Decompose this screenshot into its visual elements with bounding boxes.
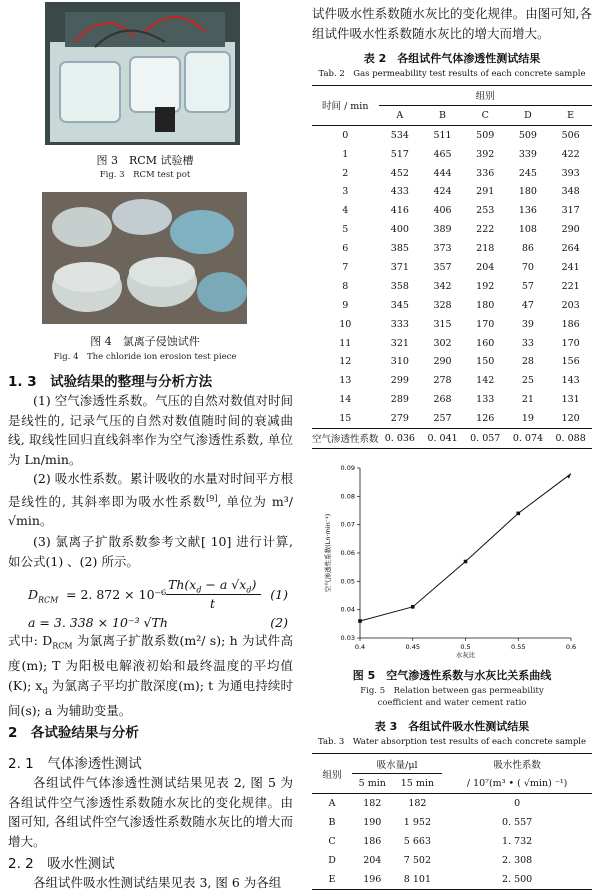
table-cell: 279 bbox=[390, 413, 409, 425]
table-cell: 534 bbox=[390, 129, 409, 141]
eq2-number: (2) bbox=[270, 615, 288, 630]
table-cell: 19 bbox=[521, 413, 534, 425]
eq1-denominator: t bbox=[210, 596, 216, 611]
table-row bbox=[312, 164, 592, 183]
table-cell: 7 502 bbox=[403, 855, 431, 866]
table-cell: E bbox=[328, 874, 336, 885]
table3-col-5min: 5 min bbox=[358, 778, 386, 789]
table2-col-E: E bbox=[567, 109, 575, 121]
table-cell: 203 bbox=[561, 299, 580, 311]
table-cell: A bbox=[328, 798, 336, 809]
table-cell: 268 bbox=[433, 394, 452, 406]
table-cell: 257 bbox=[433, 413, 452, 425]
table-cell: 156 bbox=[561, 356, 580, 368]
table2 bbox=[312, 85, 592, 449]
table-cell: 245 bbox=[518, 167, 537, 179]
table-cell: 333 bbox=[390, 318, 409, 330]
reference-9: [9] bbox=[206, 493, 218, 503]
table3-title-en: Tab. 3 Water absorption test results of each concrete sample bbox=[317, 737, 587, 747]
table-cell: 133 bbox=[476, 394, 495, 406]
table2-row-header: 时间 / min bbox=[322, 101, 369, 113]
section-2-heading: 2 各试验结果与分析 bbox=[8, 725, 139, 741]
eq1-number: (1) bbox=[270, 587, 288, 602]
table-cell: 180 bbox=[518, 186, 537, 198]
table-cell: 506 bbox=[561, 129, 580, 141]
table-cell: 21 bbox=[521, 394, 534, 406]
table-cell: 4 bbox=[342, 205, 349, 217]
x-tick-label: 0.6 bbox=[565, 643, 577, 651]
table-cell: 416 bbox=[390, 205, 409, 217]
table-row bbox=[312, 145, 592, 164]
table-row bbox=[312, 334, 592, 353]
table-cell: 389 bbox=[433, 224, 452, 236]
table-cell: 400 bbox=[390, 224, 409, 236]
table-cell: 328 bbox=[433, 299, 452, 311]
table-cell: 218 bbox=[476, 243, 495, 255]
table-cell: 86 bbox=[521, 243, 534, 255]
table-cell: 0. 036 bbox=[384, 432, 415, 444]
x-tick-label: 0.4 bbox=[354, 643, 366, 651]
table-cell: 321 bbox=[390, 337, 409, 349]
eq1-num-end: ) bbox=[251, 577, 257, 592]
table-cell: C bbox=[328, 836, 336, 847]
table-cell: D bbox=[328, 855, 336, 866]
table-cell: 204 bbox=[363, 855, 382, 866]
table-cell: 315 bbox=[433, 318, 452, 330]
table3-col-15min: 15 min bbox=[400, 778, 435, 789]
table-row bbox=[312, 296, 592, 315]
table-cell: 131 bbox=[561, 394, 580, 406]
table-cell: 120 bbox=[561, 413, 580, 425]
table2-col-C: C bbox=[481, 109, 489, 121]
table-cell: 47 bbox=[521, 299, 534, 311]
table2-col-B: B bbox=[439, 109, 447, 121]
table3 bbox=[312, 753, 592, 890]
p2-text-b: , 单位为 m³/ √min。 bbox=[8, 493, 293, 529]
top-right-paragraph: 试件吸水性系数随水灰比的变化规律。由图可知,各组试件吸水性系数随水灰比的增大而增大。 bbox=[312, 6, 592, 41]
table-cell: 5 663 bbox=[403, 836, 431, 847]
table-row bbox=[312, 201, 592, 220]
table-cell: 136 bbox=[518, 205, 537, 217]
table-cell: 336 bbox=[476, 167, 495, 179]
table-cell: 289 bbox=[390, 394, 409, 406]
table-cell: 11 bbox=[339, 337, 352, 349]
table-cell: 28 bbox=[521, 356, 534, 368]
p4-text-a: 式中: D bbox=[8, 633, 53, 648]
table-cell: 180 bbox=[476, 299, 495, 311]
y-tick-label: 0.08 bbox=[340, 492, 355, 501]
fig5-caption-en-2: coefficient and water cement ratio bbox=[377, 698, 527, 708]
table-cell: 511 bbox=[433, 129, 452, 141]
table-cell: 150 bbox=[476, 356, 495, 368]
p4-text-c: 为氯离子平均扩散深度(m); t 为通电持续时间(s); a 为辅助变量。 bbox=[8, 677, 294, 718]
table-cell: 278 bbox=[433, 375, 452, 387]
table-cell: 10 bbox=[339, 318, 352, 330]
table-row bbox=[312, 813, 592, 832]
table-cell: 9 bbox=[342, 299, 349, 311]
chloride-erosion-specimen-photo bbox=[42, 192, 247, 324]
table-cell: 170 bbox=[476, 318, 495, 330]
table-cell: 221 bbox=[561, 280, 580, 292]
table-cell: 291 bbox=[476, 186, 495, 198]
table-row bbox=[312, 239, 592, 258]
section-1-3-p1: (1) 空气渗透性系数。气压的自然对数值对时间是线性的, 记录气压的自然对数值随时间的衰减曲线, 取线性回归直线斜率作为空气渗透性系数, 单位为 Ln/min。 bbox=[8, 393, 293, 467]
table-cell: 371 bbox=[390, 261, 409, 273]
table-cell: 444 bbox=[433, 167, 452, 179]
table-cell: 222 bbox=[476, 224, 495, 236]
table-cell: 204 bbox=[476, 261, 495, 273]
table-cell: 241 bbox=[561, 261, 580, 273]
series-point bbox=[464, 560, 468, 564]
table-cell: 317 bbox=[561, 205, 580, 217]
y-tick-label: 0.06 bbox=[340, 549, 355, 557]
table-cell: 8 bbox=[342, 280, 349, 292]
table-cell: 142 bbox=[476, 375, 495, 387]
table-cell: 385 bbox=[390, 243, 409, 255]
equation-1 bbox=[28, 579, 293, 613]
table-cell: 0. 041 bbox=[427, 432, 458, 444]
table-row bbox=[312, 125, 592, 144]
table-cell: 160 bbox=[476, 337, 495, 349]
table-cell: 393 bbox=[561, 167, 580, 179]
table-cell: 1 bbox=[342, 148, 349, 160]
table-cell: 7 bbox=[342, 261, 349, 273]
table-cell: 2. 500 bbox=[501, 874, 533, 885]
table-cell: 192 bbox=[476, 280, 495, 292]
table-cell: 2. 308 bbox=[501, 855, 533, 866]
table-cell: 8 101 bbox=[403, 874, 431, 885]
table-cell: 348 bbox=[561, 186, 580, 198]
section-2-2-heading: 2. 2 吸水性测试 bbox=[8, 856, 115, 872]
table-cell: 0. 088 bbox=[555, 432, 586, 444]
table-row bbox=[312, 870, 592, 890]
section-1-3-p4 bbox=[8, 631, 293, 720]
table-cell: 0. 057 bbox=[470, 432, 501, 444]
x-axis-label: 水灰比 bbox=[455, 651, 476, 658]
table-cell: 345 bbox=[390, 299, 409, 311]
table-cell: 39 bbox=[521, 318, 534, 330]
table3-col-coef-unit: / 10⁷(m³ • ( √min) ⁻¹) bbox=[466, 777, 568, 789]
eq1-num-sub2: d bbox=[246, 585, 252, 595]
table-row bbox=[312, 832, 592, 851]
eq2-body: a = 3. 338 × 10⁻³ √Th bbox=[28, 615, 168, 630]
table-cell: 190 bbox=[363, 817, 382, 828]
table-cell: 3 bbox=[342, 186, 349, 198]
table-cell: 0 bbox=[342, 129, 349, 141]
table-row bbox=[312, 277, 592, 296]
section-2-2-p: 各组试件吸水性测试结果见表 3, 图 6 为各组 bbox=[33, 875, 282, 890]
table-cell: 13 bbox=[339, 375, 352, 387]
table-row bbox=[312, 315, 592, 334]
y-tick-label: 0.03 bbox=[340, 634, 355, 642]
series-point bbox=[411, 605, 415, 609]
eq1-num-sub: d bbox=[196, 585, 202, 595]
table-cell: 33 bbox=[521, 337, 534, 349]
table-cell: 357 bbox=[433, 261, 452, 273]
p4-sub2: d bbox=[42, 686, 48, 695]
table2-col-D: D bbox=[524, 109, 532, 121]
table-row bbox=[312, 352, 592, 371]
table-cell: 299 bbox=[390, 375, 409, 387]
table-row bbox=[312, 220, 592, 239]
table2-footer-row bbox=[312, 429, 592, 449]
eq1-num: Th(x bbox=[168, 577, 197, 592]
table-row bbox=[312, 409, 592, 428]
table-cell: 373 bbox=[433, 243, 452, 255]
table-cell: 70 bbox=[521, 261, 534, 273]
table-cell: 509 bbox=[518, 129, 537, 141]
fig4-caption-cn: 图 4 氯离子侵蚀试件 bbox=[90, 335, 200, 348]
section-1-3-p3: (3) 氯离子扩散系数参考文献[ 10] 进行计算, 如公式(1) 、(2) 所示。 bbox=[8, 534, 293, 569]
section-1-3-heading: 1. 3 试验结果的整理与分析方法 bbox=[8, 374, 213, 390]
p2-text-a: (2) 吸水性系数。累计吸收的水量对时间平方根是线性的, 其斜率即为吸水性系数 bbox=[8, 471, 293, 509]
table-cell: 143 bbox=[561, 375, 580, 387]
table-row bbox=[312, 371, 592, 390]
table-cell: 342 bbox=[433, 280, 452, 292]
table-cell: 182 bbox=[363, 798, 382, 809]
y-tick-label: 0.05 bbox=[340, 577, 355, 586]
fig3-caption-en: Fig. 3 RCM test pot bbox=[99, 170, 191, 180]
table-cell: 1 952 bbox=[403, 817, 431, 828]
table-cell: 302 bbox=[433, 337, 452, 349]
fig3-caption-cn: 图 3 RCM 试验槽 bbox=[96, 154, 194, 167]
y-tick-label: 0.09 bbox=[340, 464, 355, 472]
table-cell: B bbox=[328, 817, 336, 828]
table3-col-water: 吸水量/μl bbox=[352, 754, 442, 774]
table-cell: 0 bbox=[514, 798, 521, 809]
table-cell: 2 bbox=[342, 167, 349, 179]
table-cell: 422 bbox=[561, 148, 580, 160]
series-line bbox=[360, 474, 571, 621]
fig5-caption-en-1: Fig. 5 Relation between gas permeability bbox=[360, 686, 544, 696]
table2-title-cn: 表 2 各组试件气体渗透性测试结果 bbox=[363, 52, 541, 65]
table-row bbox=[312, 794, 592, 814]
table-cell: 15 bbox=[339, 413, 352, 425]
y-tick-label: 0.07 bbox=[340, 520, 355, 529]
table3-col-coef: 吸水性系数 bbox=[493, 759, 541, 771]
table2-title-en: Tab. 2 Gas permeability test results of each concrete sample bbox=[318, 69, 586, 79]
table-cell: 264 bbox=[561, 243, 580, 255]
table-cell: 25 bbox=[521, 375, 534, 387]
table-cell: 424 bbox=[433, 186, 452, 198]
p4-sub: RCM bbox=[52, 641, 73, 651]
table-cell: 0. 074 bbox=[512, 432, 544, 444]
table-cell: 465 bbox=[433, 148, 452, 160]
table-cell: 339 bbox=[518, 148, 537, 160]
table2-col-A: A bbox=[396, 109, 404, 121]
table-row bbox=[312, 258, 592, 277]
table-cell: 12 bbox=[339, 356, 352, 368]
table-cell: 108 bbox=[518, 224, 537, 236]
table-cell: 290 bbox=[561, 224, 580, 236]
table-cell: 517 bbox=[390, 148, 409, 160]
fig5-line-chart bbox=[316, 458, 586, 658]
section-1-3-p2 bbox=[8, 469, 293, 531]
table-cell: 433 bbox=[390, 186, 409, 198]
table-cell: 452 bbox=[390, 167, 409, 179]
eq1-coefficient: = 2. 872 × 10⁻⁶ bbox=[66, 587, 167, 602]
section-2-1-p: 各组试件气体渗透性测试结果见表 2, 图 5 为各组试件空气渗透性系数随水灰比的变化规律。由图可知, 各组试件空气渗透性系数随水灰比的增大而增大。 bbox=[8, 775, 293, 849]
eq1-lhs-sub: RCM bbox=[38, 595, 59, 605]
rcm-test-pot-photo bbox=[45, 2, 240, 145]
table2-group-header: 组别 bbox=[379, 86, 592, 106]
fig4-caption-en: Fig. 4 The chloride ion erosion test piece bbox=[53, 352, 237, 362]
fig5-caption-cn: 图 5 空气渗透性系数与水灰比关系曲线 bbox=[352, 669, 552, 682]
table-cell: 186 bbox=[561, 318, 580, 330]
x-tick-label: 0.55 bbox=[511, 643, 526, 651]
series-point bbox=[516, 512, 520, 516]
series-point bbox=[358, 619, 362, 623]
table-cell: 126 bbox=[476, 413, 495, 425]
table-row bbox=[312, 851, 592, 870]
table-cell: 392 bbox=[476, 148, 495, 160]
table-cell: 0. 557 bbox=[501, 817, 533, 828]
table-cell: 310 bbox=[390, 356, 409, 368]
eq1-fraction-bar bbox=[166, 594, 261, 595]
table-cell: 406 bbox=[433, 205, 452, 217]
table-cell: 186 bbox=[363, 836, 382, 847]
table2-footer-label: 空气渗透性系数 bbox=[312, 434, 379, 446]
x-tick-label: 0.45 bbox=[405, 643, 420, 651]
y-axis-label: 空气渗透性系数(Ln·min⁻¹) bbox=[324, 513, 332, 593]
table-cell: 358 bbox=[390, 280, 409, 292]
table-cell: 182 bbox=[408, 798, 427, 809]
table-cell: 253 bbox=[476, 205, 495, 217]
table3-title-cn: 表 3 各组试件吸水性测试结果 bbox=[374, 720, 530, 733]
section-2-1-heading: 2. 1 气体渗透性测试 bbox=[8, 756, 142, 772]
table-cell: 57 bbox=[521, 280, 534, 292]
eq1-num-mid: − a √x bbox=[201, 577, 247, 592]
p4-text-b: 为氯离子扩散系数(m²/ s); h 为试件高度(m); T 为阳极电解液初始和最终温度的平均值(K); x bbox=[8, 633, 293, 693]
table-cell: 290 bbox=[433, 356, 452, 368]
x-tick-label: 0.5 bbox=[460, 643, 471, 651]
table-row bbox=[312, 182, 592, 201]
eq1-lhs: D bbox=[28, 587, 39, 602]
table3-col-group: 组别 bbox=[322, 769, 342, 781]
table-cell: 14 bbox=[339, 394, 352, 406]
table-cell: 5 bbox=[342, 224, 349, 236]
table-cell: 509 bbox=[476, 129, 495, 141]
table-cell: 6 bbox=[342, 243, 349, 255]
y-tick-label: 0.04 bbox=[340, 605, 355, 614]
table-row bbox=[312, 390, 592, 409]
table-cell: 1. 732 bbox=[501, 836, 533, 847]
table-cell: 196 bbox=[363, 874, 382, 885]
table-cell: 170 bbox=[561, 337, 580, 349]
